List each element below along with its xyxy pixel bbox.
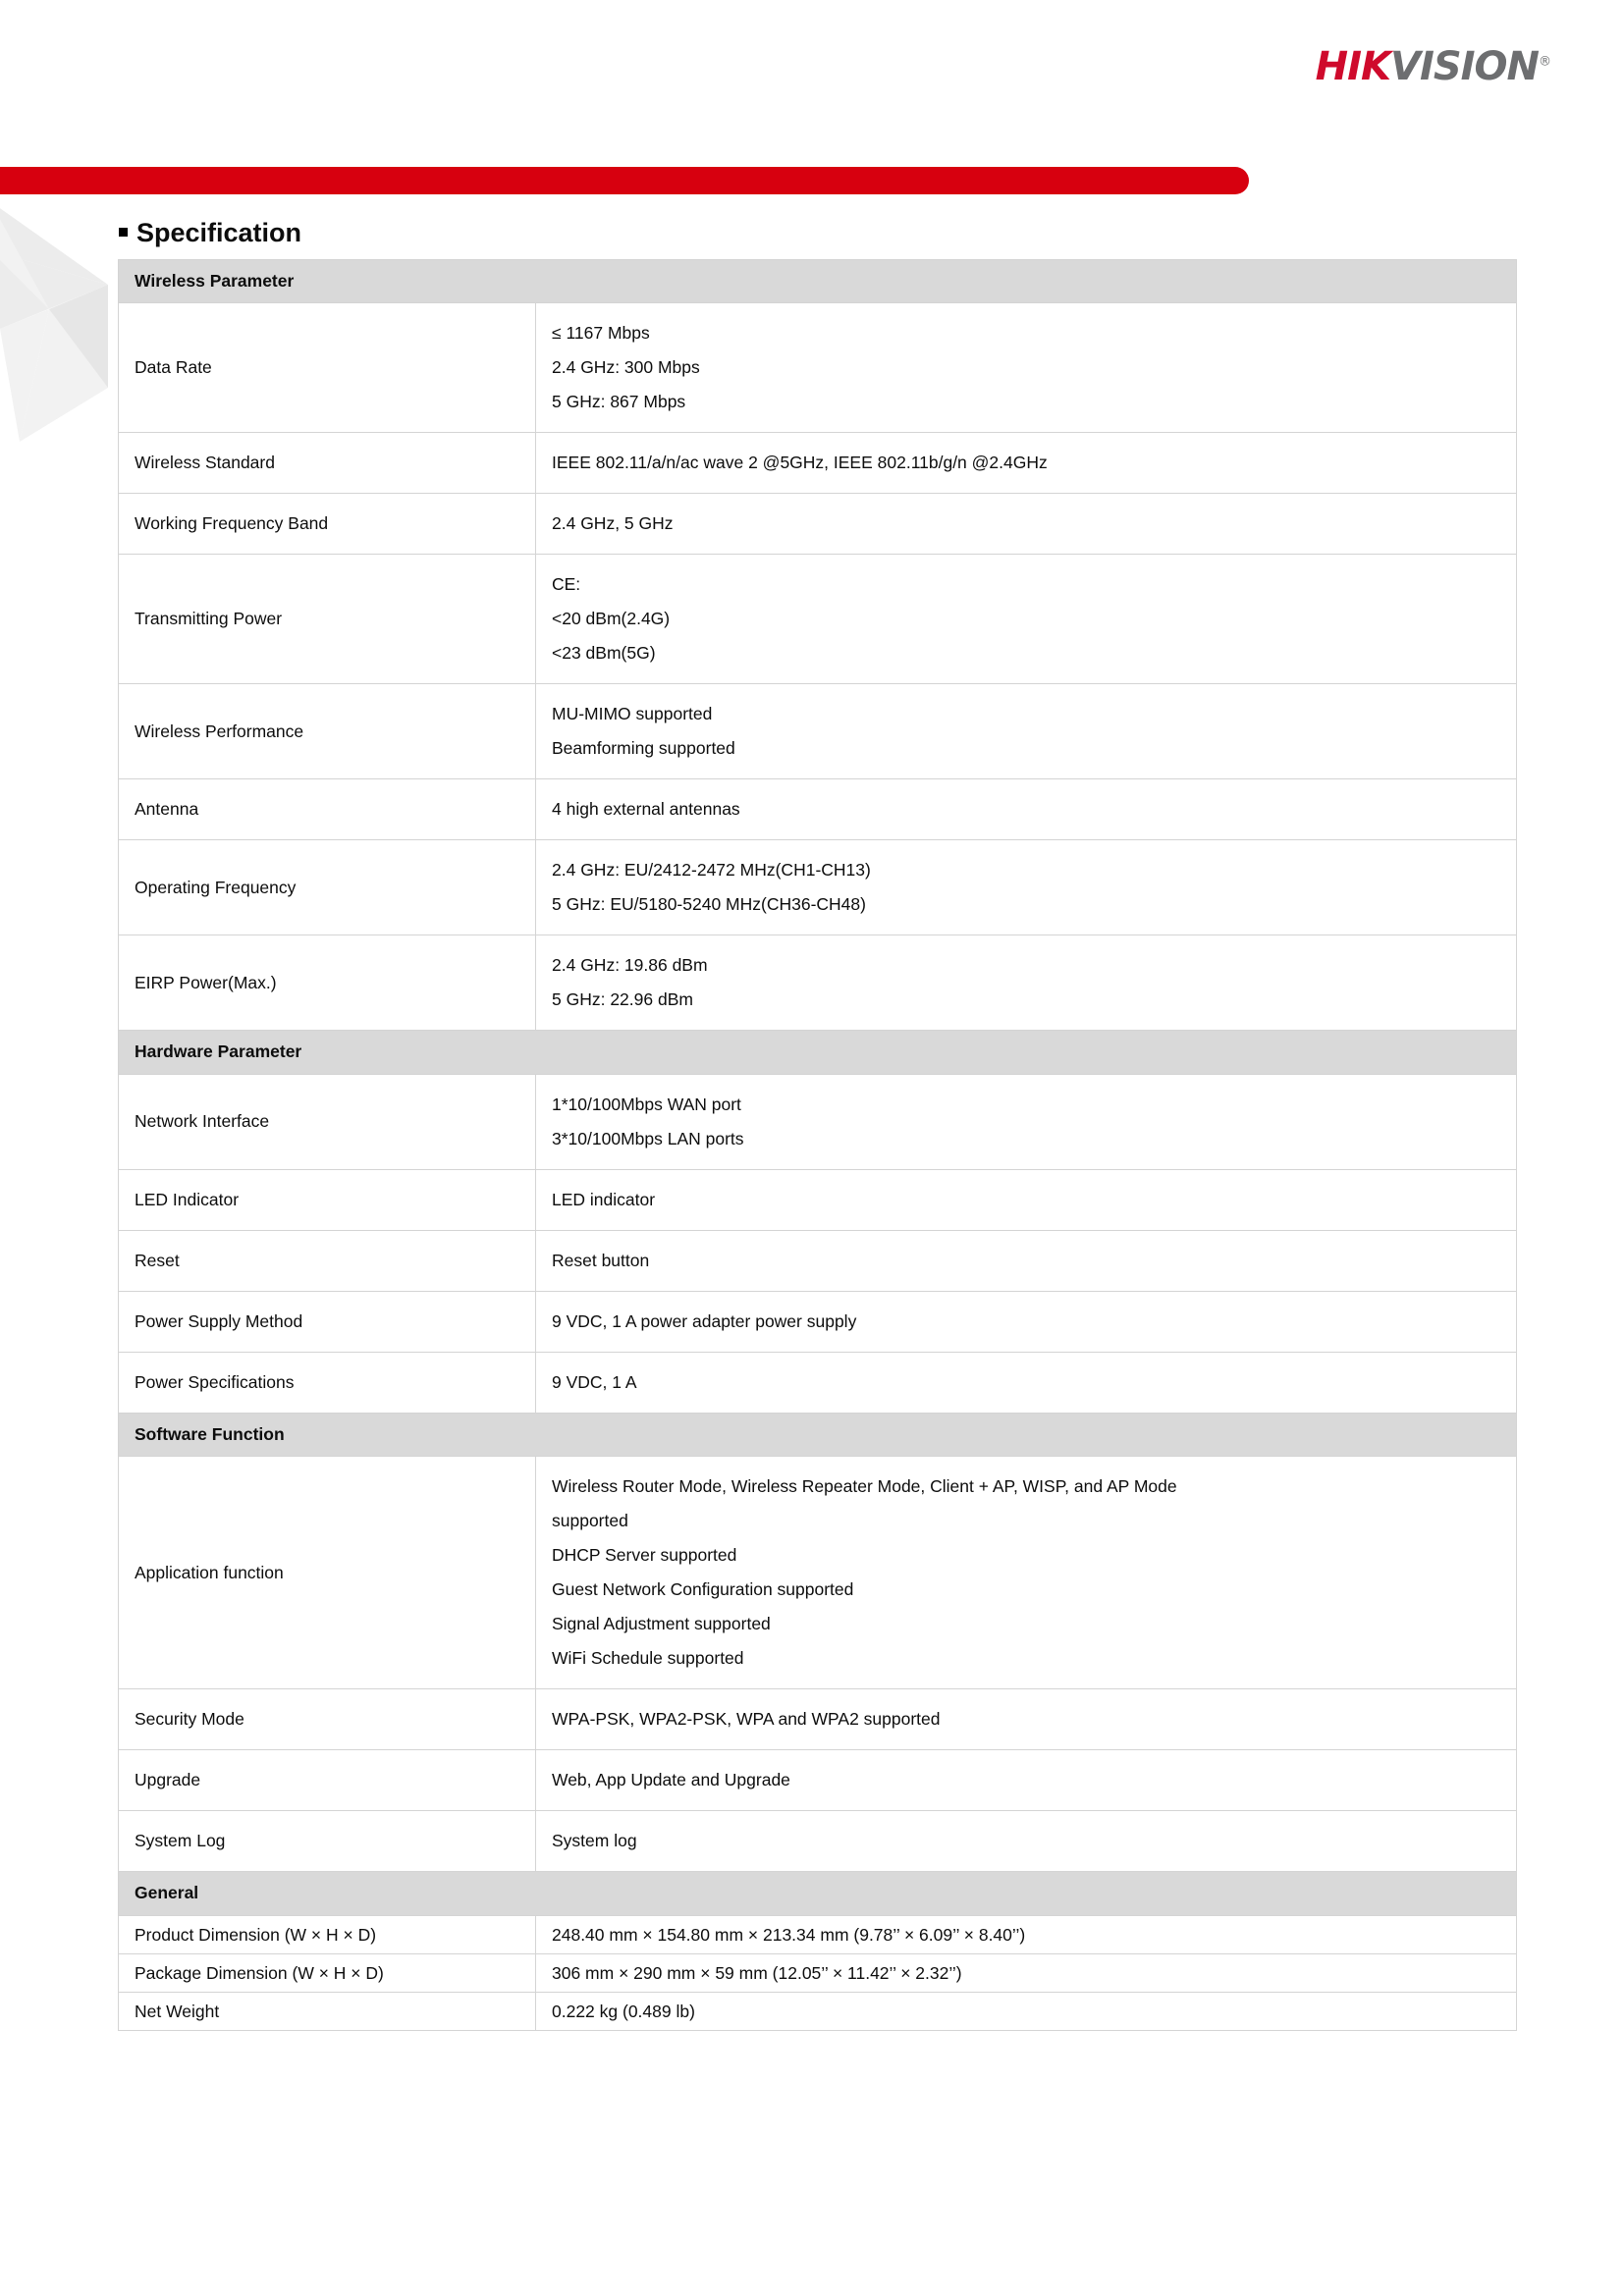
spec-row [119, 1074, 1517, 1169]
spec-value [536, 779, 1517, 840]
spec-label: Product Dimension (W × H × D) [119, 1915, 536, 1953]
logo-text-hik: HIK [1315, 44, 1390, 89]
spec-value [536, 1352, 1517, 1413]
spec-label: Package Dimension (W × H × D) [119, 1953, 536, 1992]
spec-row [119, 935, 1517, 1031]
section-header-row [119, 1031, 1517, 1074]
section-heading: General [119, 1872, 1517, 1915]
spec-label: LED Indicator [119, 1169, 536, 1230]
spec-row [119, 1457, 1517, 1689]
spec-value-line: 248.40 mm × 154.80 mm × 213.34 mm (9.78’’ × 6.09’’ × 8.40’’) [552, 1924, 1026, 1945]
spec-value [536, 840, 1517, 935]
spec-value-line: Guest Network Configuration supported [552, 1579, 854, 1600]
spec-row [119, 303, 1517, 433]
spec-value [536, 1169, 1517, 1230]
spec-value-line: MU-MIMO supported [552, 704, 713, 724]
spec-value [536, 1750, 1517, 1811]
spec-label: System Log [119, 1811, 536, 1872]
spec-value-line: DHCP Server supported [552, 1545, 737, 1566]
spec-label: Application function [119, 1457, 536, 1689]
spec-value-line: 5 GHz: EU/5180-5240 MHz(CH36-CH48) [552, 894, 866, 915]
spec-row [119, 1811, 1517, 1872]
spec-value [536, 1291, 1517, 1352]
spec-row [119, 1230, 1517, 1291]
spec-value-line: CE: [552, 574, 581, 595]
section-header-row [119, 1872, 1517, 1915]
spec-value-line: 2.4 GHz: EU/2412-2472 MHz(CH1-CH13) [552, 860, 871, 881]
spec-row [119, 494, 1517, 555]
spec-value [536, 1074, 1517, 1169]
spec-value-line: LED indicator [552, 1189, 656, 1209]
spec-label: Operating Frequency [119, 840, 536, 935]
spec-value-line: 1*10/100Mbps WAN port [552, 1094, 741, 1114]
spec-row [119, 779, 1517, 840]
spec-value-line: WiFi Schedule supported [552, 1648, 744, 1669]
page-title-text: Specification [136, 218, 302, 247]
hikvision-logo [1315, 44, 1551, 89]
spec-row [119, 1169, 1517, 1230]
section-heading: Software Function [119, 1413, 1517, 1456]
spec-row [119, 1993, 1517, 2031]
section-heading: Wireless Parameter [119, 260, 1517, 303]
spec-label: EIRP Power(Max.) [119, 935, 536, 1031]
spec-value-line: 4 high external antennas [552, 799, 740, 820]
spec-value-line: Web, App Update and Upgrade [552, 1770, 790, 1790]
spec-row [119, 684, 1517, 779]
spec-label: Power Specifications [119, 1352, 536, 1413]
spec-value-line: supported [552, 1511, 628, 1531]
spec-label: Working Frequency Band [119, 494, 536, 555]
spec-label: Reset [119, 1230, 536, 1291]
spec-label: Transmitting Power [119, 555, 536, 684]
spec-value-line: ≤ 1167 Mbps [552, 323, 650, 344]
section-header-row [119, 260, 1517, 303]
spec-value [536, 433, 1517, 494]
section-heading: Hardware Parameter [119, 1031, 1517, 1074]
spec-label: Data Rate [119, 303, 536, 433]
spec-value [536, 303, 1517, 433]
spec-row [119, 840, 1517, 935]
spec-value-line: 5 GHz: 22.96 dBm [552, 989, 693, 1010]
spec-label: Wireless Performance [119, 684, 536, 779]
spec-label: Upgrade [119, 1750, 536, 1811]
spec-value-line: 9 VDC, 1 A [552, 1371, 637, 1392]
spec-label: Power Supply Method [119, 1291, 536, 1352]
spec-value [536, 1689, 1517, 1750]
spec-row [119, 1750, 1517, 1811]
spec-value-line: Beamforming supported [552, 738, 735, 759]
spec-value-line: 3*10/100Mbps LAN ports [552, 1128, 744, 1148]
page-title [119, 218, 301, 248]
spec-value-line: Reset button [552, 1250, 650, 1270]
spec-value [536, 1993, 1517, 2031]
section-header-row [119, 1413, 1517, 1456]
square-bullet-icon [119, 228, 128, 237]
spec-value-line: 5 GHz: 867 Mbps [552, 392, 686, 412]
spec-row [119, 1915, 1517, 1953]
spec-value [536, 684, 1517, 779]
spec-value-line: Wireless Router Mode, Wireless Repeater Mode, Client + AP, WISP, and AP Mode [552, 1476, 1177, 1497]
spec-value-line: <20 dBm(2.4G) [552, 609, 671, 629]
spec-row [119, 1291, 1517, 1352]
registered-trademark-icon: ® [1539, 54, 1551, 70]
spec-value-line: IEEE 802.11/a/n/ac wave 2 @5GHz, IEEE 802.11b/g/n @2.4GHz [552, 453, 1048, 473]
spec-value-line: Signal Adjustment supported [552, 1614, 771, 1634]
spec-value-line: 2.4 GHz: 19.86 dBm [552, 955, 708, 976]
spec-value [536, 1915, 1517, 1953]
spec-row [119, 1953, 1517, 1992]
spec-value [536, 1457, 1517, 1689]
spec-row [119, 1689, 1517, 1750]
spec-label: Net Weight [119, 1993, 536, 2031]
spec-value-line: 306 mm × 290 mm × 59 mm (12.05’’ × 11.42’’ × 2.32’’) [552, 1962, 962, 1983]
spec-value-line: 0.222 kg (0.489 lb) [552, 2002, 695, 2021]
spec-row [119, 433, 1517, 494]
spec-value [536, 1953, 1517, 1992]
spec-value-line: 2.4 GHz: 300 Mbps [552, 357, 700, 378]
spec-value-line: 9 VDC, 1 A power adapter power supply [552, 1310, 857, 1331]
spec-label: Antenna [119, 779, 536, 840]
spec-value-line: 2.4 GHz, 5 GHz [552, 513, 674, 534]
spec-value [536, 494, 1517, 555]
spec-value-line: <23 dBm(5G) [552, 643, 656, 664]
specification-table [118, 259, 1517, 2031]
spec-label: Security Mode [119, 1689, 536, 1750]
spec-value [536, 1230, 1517, 1291]
spec-label: Wireless Standard [119, 433, 536, 494]
spec-value-line: WPA-PSK, WPA2-PSK, WPA and WPA2 supported [552, 1709, 941, 1730]
spec-row [119, 1352, 1517, 1413]
spec-value [536, 555, 1517, 684]
spec-label: Network Interface [119, 1074, 536, 1169]
specification-table-body [119, 260, 1517, 2031]
spec-value [536, 935, 1517, 1031]
spec-value-line: System log [552, 1831, 637, 1851]
red-accent-bar [0, 167, 1249, 194]
logo-text-vision: VISION [1389, 44, 1539, 89]
spec-value [536, 1811, 1517, 1872]
spec-row [119, 555, 1517, 684]
